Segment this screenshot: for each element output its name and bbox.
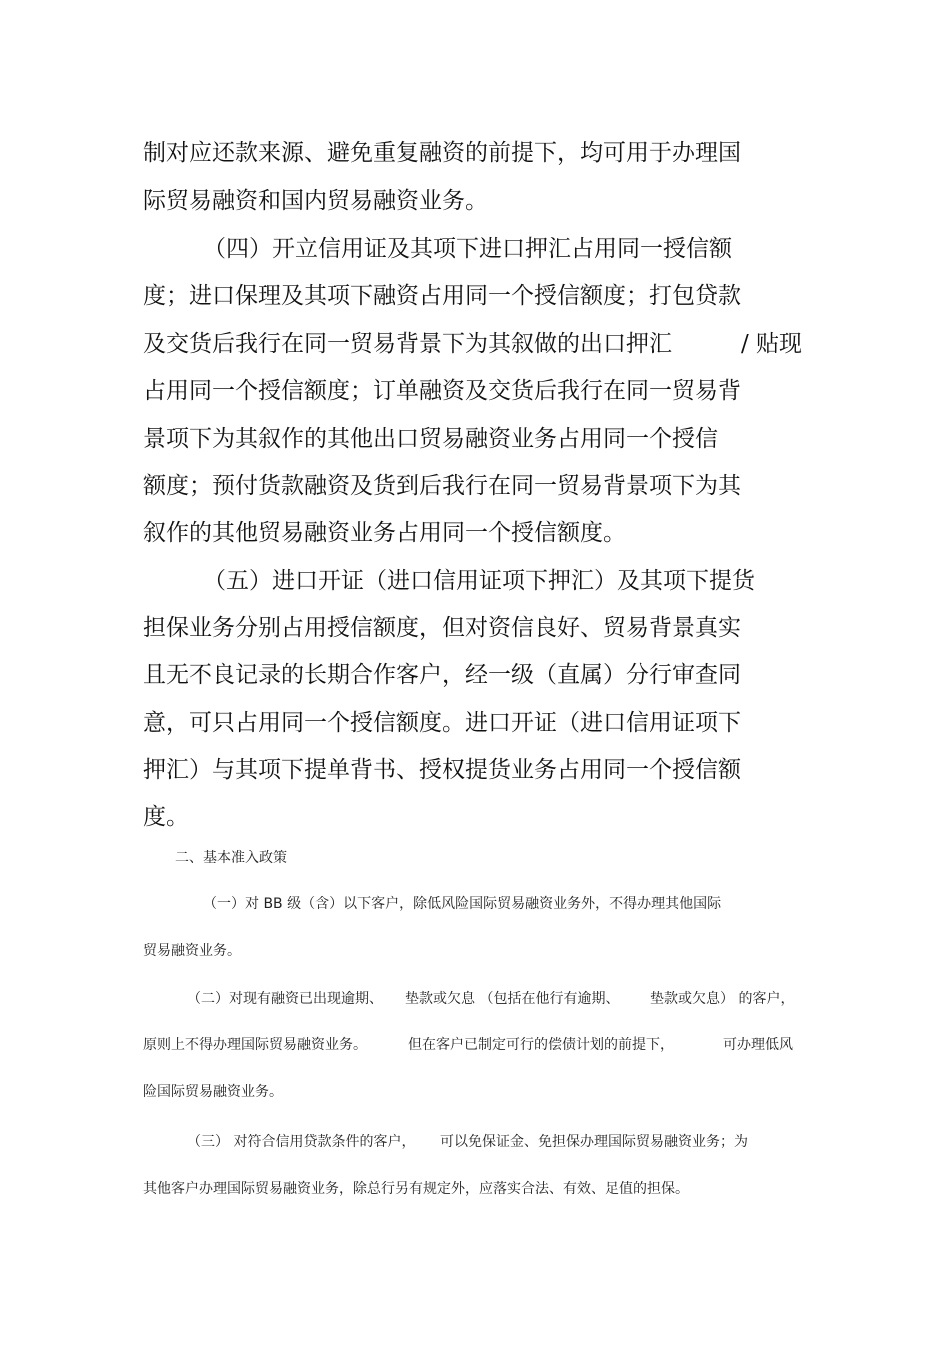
policy-2-line-2c: 可办理低风 bbox=[723, 1037, 793, 1053]
policy-1-line-1: （一）对 BB 级（含）以下客户，除低风险国际贸易融资业务外，不得办理其他国际 bbox=[203, 896, 722, 912]
paragraph-4-line-4: 占用同一个授信额度；订单融资及交货后我行在同一贸易背 bbox=[143, 378, 741, 404]
policy-2-line-2a: 原则上不得办理国际贸易融资业务。 bbox=[143, 1037, 367, 1053]
body-line-1: 制对应还款来源、避免重复融资的前提下，均可用于办理国 bbox=[143, 140, 741, 166]
paragraph-5-line-2: 担保业务分别占用授信额度，但对资信良好、贸易背景真实 bbox=[143, 615, 741, 641]
paragraph-4-line-6: 额度；预付货款融资及货到后我行在同一贸易背景项下为其 bbox=[143, 473, 741, 499]
policy-2-line-1b: 垫款或欠息 （包括在他行有逾期、 bbox=[405, 991, 620, 1007]
paragraph-4-line-2: 度；进口保理及其项下融资占用同一个授信额度；打包贷款 bbox=[143, 283, 741, 309]
policy-3-line-1b: 可以免保证金、免担保办理国际贸易融资业务；为 bbox=[440, 1134, 748, 1150]
policy-2-line-3: 险国际贸易融资业务。 bbox=[143, 1084, 283, 1100]
paragraph-4-line-7: 叙作的其他贸易融资业务占用同一个授信额度。 bbox=[143, 520, 626, 546]
paragraph-4-line-3: 及交货后我行在同一贸易背景下为其叙做的出口押汇 bbox=[143, 331, 672, 357]
policy-2-line-2b: 但在客户已制定可行的偿债计划的前提下， bbox=[408, 1037, 674, 1053]
policy-3-line-1a: （三） 对符合信用贷款条件的客户， bbox=[187, 1134, 416, 1150]
policy-2-line-1a: （二）对现有融资已出现逾期、 bbox=[187, 991, 383, 1007]
paragraph-4-line-5: 景项下为其叙作的其他出口贸易融资业务占用同一个授信 bbox=[143, 426, 718, 452]
paragraph-5-line-3: 且无不良记录的长期合作客户，经一级（直属）分行审查同 bbox=[143, 662, 741, 688]
section-heading: 二、基本准入政策 bbox=[175, 850, 287, 866]
policy-1-line-2: 贸易融资业务。 bbox=[143, 943, 241, 959]
policy-2-line-1c: 垫款或欠息） 的客户， bbox=[650, 991, 795, 1007]
paragraph-4-line-3-tail: / 贴现 bbox=[741, 331, 803, 357]
paragraph-5-line-6: 度。 bbox=[143, 804, 189, 830]
body-line-2: 际贸易融资和国内贸易融资业务。 bbox=[143, 188, 488, 214]
policy-3-line-2: 其他客户办理国际贸易融资业务，除总行另有规定外，应落实合法、有效、足值的担保。 bbox=[143, 1181, 689, 1197]
paragraph-5-line-4: 意，可只占用同一个授信额度。进口开证（进口信用证项下 bbox=[143, 710, 741, 736]
paragraph-4-line-1: （四）开立信用证及其项下进口押汇占用同一授信额 bbox=[203, 236, 732, 262]
paragraph-5-line-1: （五）进口开证（进口信用证项下押汇）及其项下提货 bbox=[203, 568, 755, 594]
paragraph-5-line-5: 押汇）与其项下提单背书、授权提货业务占用同一个授信额 bbox=[143, 757, 741, 783]
